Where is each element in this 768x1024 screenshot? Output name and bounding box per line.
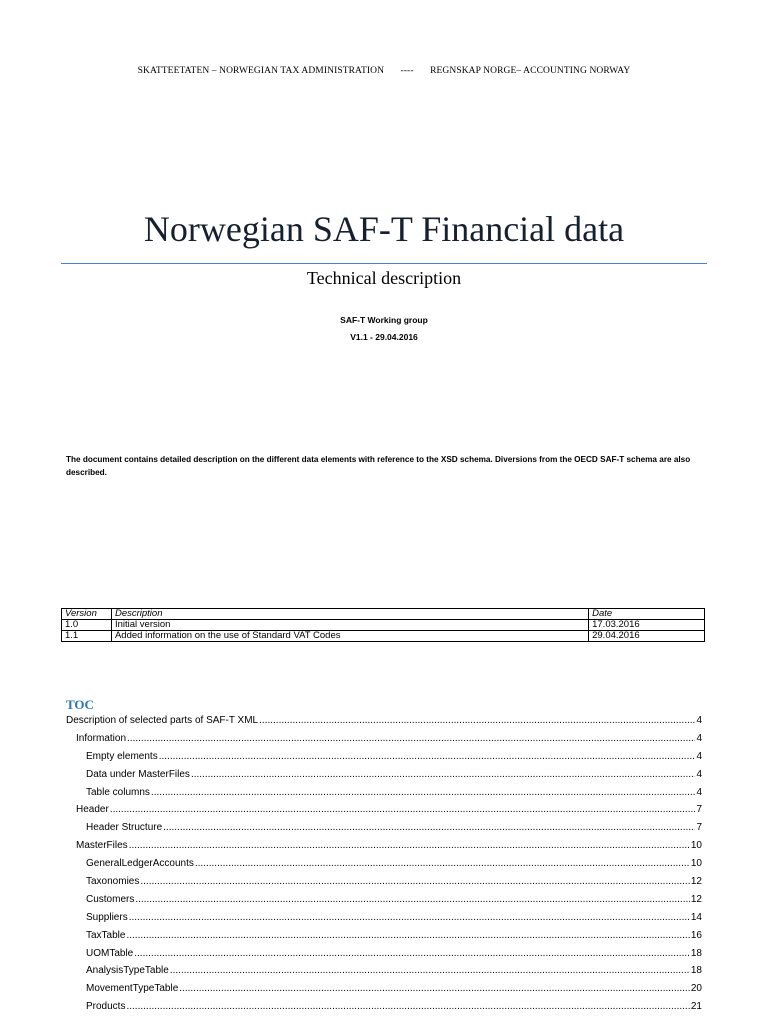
toc-entry-page[interactable]: 4 bbox=[696, 768, 702, 780]
toc-entry[interactable] bbox=[66, 855, 702, 873]
toc-entry-page[interactable]: 21 bbox=[690, 1001, 702, 1013]
toc-entry[interactable] bbox=[66, 730, 702, 748]
toc-entry-label[interactable]: Suppliers bbox=[86, 911, 128, 923]
version-table-header-cell: Version bbox=[62, 609, 112, 620]
toc-entry-label[interactable]: GeneralLedgerAccounts bbox=[86, 858, 194, 870]
version-table-cell: 29.04.2016 bbox=[589, 631, 705, 642]
toc-entry-label[interactable]: Description of selected parts of SAF-T XML bbox=[66, 715, 259, 726]
toc-entry[interactable] bbox=[66, 980, 702, 998]
version-table-row bbox=[62, 631, 705, 642]
toc-entry-page[interactable]: 14 bbox=[690, 911, 702, 923]
toc-entry-page[interactable]: 7 bbox=[696, 822, 702, 834]
toc-leader-dots bbox=[129, 909, 690, 927]
toc-entry[interactable] bbox=[66, 927, 702, 945]
header-right-text: REGNSKAP NORGE– ACCOUNTING NORWAY bbox=[430, 66, 631, 76]
toc-entry-page[interactable]: 4 bbox=[696, 750, 702, 762]
version-table-cell: 1.0 bbox=[62, 620, 112, 631]
toc-leader-dots bbox=[195, 855, 690, 873]
toc-leader-dots bbox=[135, 891, 690, 909]
toc-entry-label[interactable]: Taxonomies bbox=[86, 876, 140, 888]
version-history-table bbox=[61, 608, 705, 642]
toc-entry-page[interactable]: 7 bbox=[696, 804, 702, 816]
toc-entry-page[interactable]: 18 bbox=[690, 965, 702, 977]
toc-entry-label[interactable]: TaxTable bbox=[86, 929, 126, 941]
toc-entry-label[interactable]: MasterFiles bbox=[76, 840, 128, 852]
toc-entry-label[interactable]: Data under MasterFiles bbox=[86, 768, 190, 780]
toc-entry[interactable] bbox=[66, 998, 702, 1016]
toc-leader-dots bbox=[159, 748, 696, 766]
toc-leader-dots bbox=[110, 801, 696, 819]
toc-leader-dots bbox=[127, 730, 695, 748]
toc-entry-page[interactable]: 16 bbox=[690, 929, 702, 941]
document-subtitle: Technical description bbox=[306, 268, 462, 288]
toc-entry-label[interactable]: Empty elements bbox=[86, 750, 158, 762]
title-divider bbox=[61, 263, 707, 264]
version-table-cell: 1.1 bbox=[62, 631, 112, 642]
version-table-row bbox=[62, 620, 705, 631]
document-header bbox=[0, 66, 768, 76]
table-of-contents bbox=[66, 712, 702, 1016]
toc-leader-dots bbox=[129, 837, 690, 855]
toc-entry[interactable] bbox=[66, 766, 702, 784]
toc-entry[interactable] bbox=[66, 748, 702, 766]
toc-entry[interactable] bbox=[66, 712, 702, 730]
toc-entry[interactable] bbox=[66, 945, 702, 963]
header-separator: ---- bbox=[400, 66, 414, 76]
toc-leader-dots bbox=[140, 873, 690, 891]
working-group-label: SAF-T Working group bbox=[340, 315, 428, 325]
toc-entry-label[interactable]: Table columns bbox=[86, 786, 150, 798]
toc-entry[interactable] bbox=[66, 891, 702, 909]
version-table-header-cell: Description bbox=[111, 609, 588, 620]
version-table-header-row bbox=[62, 609, 705, 620]
toc-entry[interactable] bbox=[66, 909, 702, 927]
toc-entry-label[interactable]: Information bbox=[76, 732, 127, 744]
toc-entry-page[interactable]: 18 bbox=[690, 947, 702, 959]
toc-entry[interactable] bbox=[66, 962, 702, 980]
toc-entry[interactable] bbox=[66, 837, 702, 855]
version-table-cell: Added information on the use of Standard VAT Codes bbox=[111, 631, 588, 642]
version-table-cell: 17.03.2016 bbox=[589, 620, 705, 631]
document-title: Norwegian SAF-T Financial data bbox=[143, 209, 625, 249]
toc-entry-page[interactable]: 12 bbox=[690, 876, 702, 888]
toc-entry[interactable] bbox=[66, 801, 702, 819]
toc-entry-page[interactable]: 4 bbox=[696, 732, 702, 744]
toc-heading: TOC bbox=[66, 697, 94, 712]
toc-entry-page[interactable]: 4 bbox=[696, 786, 702, 798]
version-date-label: V1.1 - 29.04.2016 bbox=[350, 332, 418, 342]
toc-leader-dots bbox=[134, 945, 690, 963]
toc-entry-page[interactable]: 10 bbox=[690, 840, 702, 852]
toc-leader-dots bbox=[170, 962, 690, 980]
toc-entry-page[interactable]: 10 bbox=[690, 858, 702, 870]
toc-entry[interactable] bbox=[66, 873, 702, 891]
toc-entry-label[interactable]: UOMTable bbox=[86, 947, 134, 959]
toc-leader-dots bbox=[126, 998, 689, 1016]
toc-leader-dots bbox=[163, 819, 695, 837]
toc-entry-label[interactable]: Header bbox=[76, 804, 109, 816]
version-table-cell: Initial version bbox=[111, 620, 588, 631]
toc-leader-dots bbox=[179, 980, 690, 998]
toc-entry-label[interactable]: AnalysisTypeTable bbox=[86, 965, 169, 977]
toc-entry-label[interactable]: Products bbox=[86, 1001, 126, 1013]
toc-entry[interactable] bbox=[66, 819, 702, 837]
toc-entry-page[interactable]: 20 bbox=[690, 983, 702, 995]
toc-entry[interactable] bbox=[66, 784, 702, 802]
toc-leader-dots bbox=[126, 927, 689, 945]
toc-entry-label[interactable]: MovementTypeTable bbox=[86, 983, 179, 995]
toc-leader-dots bbox=[191, 766, 696, 784]
toc-entry-page[interactable]: 12 bbox=[690, 893, 702, 905]
abstract-text: The document contains detailed description on the different data elements with reference to the XSD schema. Diversions from the OECD SAF-T schema are also described. bbox=[66, 455, 691, 477]
toc-leader-dots bbox=[151, 784, 696, 802]
toc-entry-label[interactable]: Customers bbox=[86, 893, 135, 905]
header-left-text: SKATTEETATEN – NORWEGIAN TAX ADMINISTRATION bbox=[137, 66, 385, 76]
toc-entry-page[interactable]: 4 bbox=[696, 715, 702, 726]
toc-leader-dots bbox=[259, 712, 695, 730]
version-table-header-cell: Date bbox=[589, 609, 705, 620]
toc-entry-label[interactable]: Header Structure bbox=[86, 822, 163, 834]
